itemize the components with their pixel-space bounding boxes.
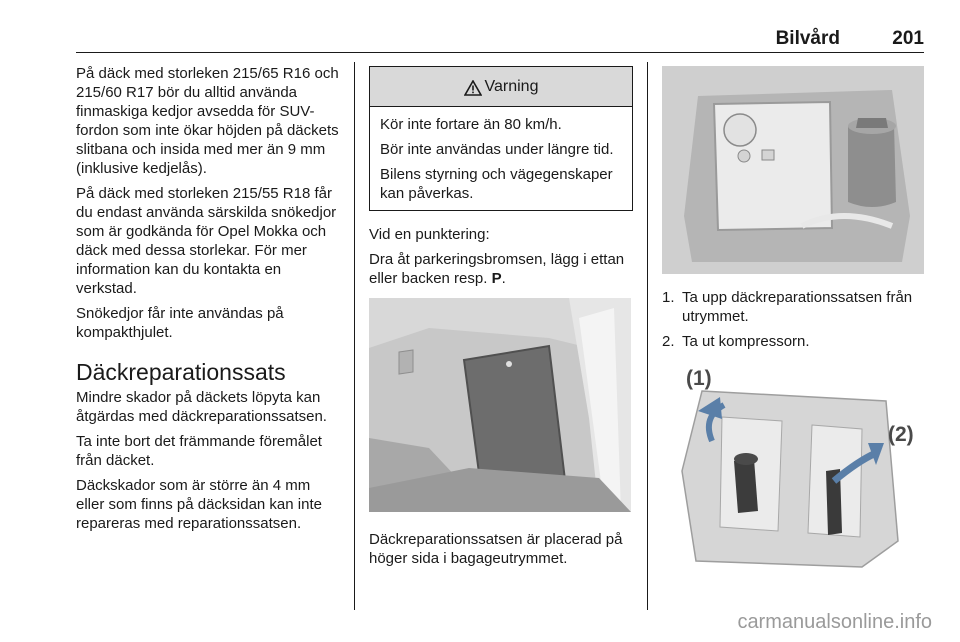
warning-header (370, 67, 632, 107)
step-2-number: 2. (662, 333, 675, 350)
step-1-number: 1. (662, 289, 675, 306)
left-column (76, 64, 340, 539)
warning-body (370, 107, 632, 210)
column-divider-left (354, 62, 355, 610)
column-divider-right (647, 62, 648, 610)
trunk-photo (369, 298, 631, 512)
warning-triangle-icon (464, 80, 482, 96)
step-2-text: Ta ut kompressorn. (682, 333, 810, 350)
step-2 (662, 332, 926, 351)
compressor-photo (662, 361, 924, 575)
callout-2: (2) (888, 423, 914, 446)
section-heading: Däckreparationssats (76, 359, 286, 385)
paragraph-foreign-object: Ta inte bort det främmande föremålet från däcket. (76, 433, 322, 469)
warning-title: Varning (484, 78, 539, 95)
watermark: carmanualsonline.info (737, 611, 932, 633)
step-1 (662, 288, 926, 326)
paragraph-chains-suv: På däck med storleken 215/65 R16 och 215/60 R17 bör du alltid använda finmaskiga kedjor avsedda för SUV-fordon som inte ökar höjden på däckets slitbana och insida med mer än 9 mm (inklusive kedjelås). (76, 65, 339, 177)
warning-duration: Bör inte användas under längre tid. (380, 141, 614, 158)
repair-kit-photo (662, 66, 924, 274)
page-header (76, 28, 924, 52)
warning-box (369, 66, 633, 211)
paragraph-parking-brake: Dra åt parkeringsbromsen, lägg i ettan eller backen resp. P. (369, 251, 625, 287)
callout-1: (1) (686, 367, 712, 390)
warning-handling: Bilens styrning och vägegenskaper kan påverkas. (380, 166, 613, 202)
right-column (662, 64, 926, 575)
header-divider (76, 52, 924, 53)
paragraph-damage-limit: Däckskador som är större än 4 mm eller som finns på däcksidan kan inte repareras med reparationssatsen. (76, 477, 322, 532)
figure-caption: Däckreparationssatsen är placerad på höger sida i bagageutrymmet. (369, 531, 623, 567)
step-1-text: Ta upp däckreparationssatsen från utrymmet. (682, 289, 913, 325)
chapter-title: Bilvård (775, 28, 840, 49)
paragraph-repair-intro: Mindre skador på däckets löpyta kan åtgärdas med däckreparationssatsen. (76, 389, 327, 425)
middle-column (369, 64, 633, 574)
paragraph-chains-r18: På däck med storleken 215/55 R18 får du endast använda särskilda snökedjor som är godkända för Opel Mokka och däck med dessa storlekar. För mer information kan du kontakta en verkstad. (76, 185, 337, 297)
paragraph-chains-compact: Snökedjor får inte användas på kompakthjulet. (76, 305, 284, 341)
warning-speed: Kör inte fortare än 80 km/h. (380, 116, 562, 133)
paragraph-puncture: Vid en punktering: (369, 226, 490, 243)
page-number: 201 (892, 28, 924, 49)
